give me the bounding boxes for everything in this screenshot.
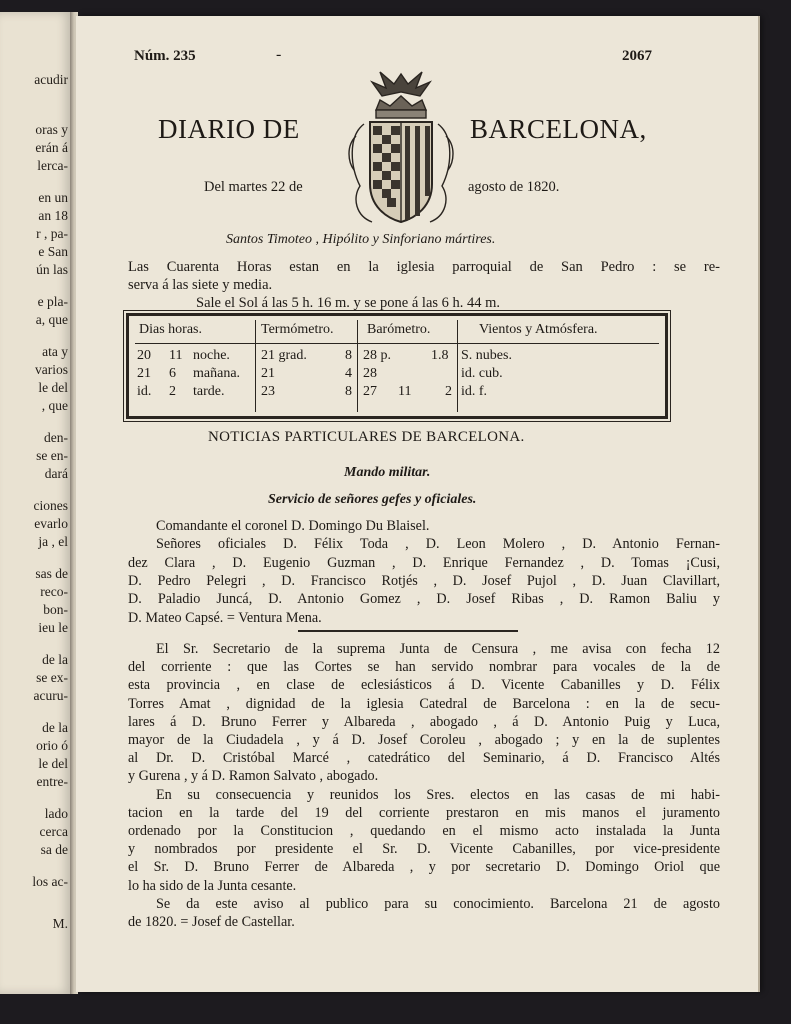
notice-line: y Gurena , y á D. Ramon Salvato , abogado. xyxy=(128,768,379,785)
date-right: agosto de 1820. xyxy=(468,179,560,195)
weather-header-winds: Vientos y Atmósfera. xyxy=(479,322,598,337)
previous-page-text-fragment: sa de xyxy=(40,842,68,857)
weather-barometer-lines: 1.8 xyxy=(431,348,449,363)
weather-barometer-lines: 2 xyxy=(445,384,452,399)
saints-of-the-day: Santos Timoteo , Hipólito y Sinforiano mártires. xyxy=(226,232,496,247)
section-subtitle: Mando militar. xyxy=(344,465,431,480)
previous-page-text-fragment: r , pa- xyxy=(36,226,68,241)
header-dash: - xyxy=(276,46,282,63)
weather-header-rule xyxy=(135,343,659,344)
previous-page-text-fragment: ciones xyxy=(33,498,68,513)
notice-line: y nombrados por presidente el Sr. D. Vicente Cabanilles, por vice-presidente xyxy=(128,841,720,858)
previous-page-text-fragment: bon- xyxy=(43,602,68,617)
notice-line: lo ha sido de la Junta cesante. xyxy=(128,877,297,894)
previous-page-text-fragment: den- xyxy=(44,430,68,445)
service-heading: Servicio de señores gefes y oficiales. xyxy=(268,492,477,507)
previous-page-text-fragment: an 18 xyxy=(38,208,68,223)
previous-page-text-fragment: lerca- xyxy=(37,158,68,173)
previous-page-text-fragment: , que xyxy=(41,398,68,413)
weather-temperature-fraction: 4 xyxy=(345,366,352,381)
weather-header-days: Dias horas. xyxy=(139,322,202,337)
previous-page-text-fragment: oras y xyxy=(35,122,68,137)
forty-hours-line-1: Las Cuarenta Horas estan en la iglesia parroquial de San Pedro : se re- xyxy=(128,259,720,275)
separator-rule xyxy=(298,630,518,632)
previous-page-text-fragment: ata y xyxy=(42,344,68,359)
weather-temperature: 23 xyxy=(261,384,275,399)
weather-temperature-fraction: 8 xyxy=(345,384,352,399)
previous-page-text-fragment: de la xyxy=(42,720,68,735)
military-list-line: D. Paladio Juncá, D. Antonio Gomez , D. Josef Ribas , D. Ramon Baliu y xyxy=(128,591,720,608)
weather-wind: id. f. xyxy=(461,384,488,399)
previous-page-text-fragment: ún las xyxy=(36,262,68,277)
weather-period: noche. xyxy=(193,348,230,363)
forty-hours-line-2: serva á las siete y media. xyxy=(128,277,273,293)
previous-page-text-fragment: e pla- xyxy=(37,294,68,309)
notice-line: el Sr. D. Bruno Ferrer de Albareda , y por secretario D. Domingo Oriol que xyxy=(128,859,720,876)
previous-page-text-fragment: los ac- xyxy=(32,874,68,889)
weather-hour: 11 xyxy=(169,348,183,363)
previous-page-text-fragment: M. xyxy=(52,916,68,931)
notice-line: Se da este aviso al publico para su conocimiento. Barcelona 21 de agosto xyxy=(156,895,720,912)
notice-line: El Sr. Secretario de la suprema Junta de Censura , me avisa con fecha 12 xyxy=(156,641,720,657)
previous-page-text-fragment: acuru- xyxy=(33,688,68,703)
newspaper-page xyxy=(76,16,758,992)
weather-hour: 6 xyxy=(169,366,176,381)
previous-page-text-fragment: evarlo xyxy=(34,516,68,531)
weather-row xyxy=(129,348,665,366)
weather-barometer: 27 11 xyxy=(363,384,412,399)
notice-line: En su consecuencia y reunidos los Sres. electos en las casas de mi habi- xyxy=(156,786,720,803)
weather-header-thermometer: Termómetro. xyxy=(261,322,334,337)
military-list-line: Comandante el coronel D. Domingo Du Blaisel. xyxy=(156,518,430,534)
military-list-line: D. Mateo Capsé. = Ventura Mena. xyxy=(128,609,322,626)
weather-row xyxy=(129,366,665,384)
weather-row xyxy=(129,384,665,402)
weather-wind: id. cub. xyxy=(461,366,503,381)
weather-barometer: 28 p. xyxy=(363,348,391,363)
notice-line: esta provincia , en clase de eclesiásticos á D. Vicente Cabanilles y D. Félix xyxy=(128,677,720,694)
previous-page-text-fragment: entre- xyxy=(36,774,68,789)
issue-number: Núm. 235 xyxy=(134,48,196,64)
previous-page-text-fragment: a, que xyxy=(35,312,68,327)
weather-header-row xyxy=(129,322,665,340)
notice-line: tacion en la tarde del 19 del corriente prestaron en mis manos el juramento xyxy=(128,804,720,821)
sun-times: Sale el Sol á las 5 h. 16 m. y se pone á las 6 h. 44 m. xyxy=(196,295,501,311)
previous-page-text-fragment: se en- xyxy=(36,448,68,463)
page-number: 2067 xyxy=(622,48,652,64)
previous-page-text-fragment: e San xyxy=(38,244,68,259)
notice-line: del corriente : que las Cortes se han servido nombrar para vocales de la de xyxy=(128,659,720,676)
weather-period: mañana. xyxy=(193,366,241,381)
weather-wind: S. nubes. xyxy=(461,348,512,363)
military-list-line: D. Pedro Pelegri , D. Francisco Rotjés , D. Josef Pujol , D. Juan Clavillart, xyxy=(128,572,720,589)
previous-page-text-fragment: de la xyxy=(42,652,68,667)
weather-barometer: 28 xyxy=(363,366,377,381)
title-right: BARCELONA, xyxy=(470,114,647,144)
section-title: NOTICIAS PARTICULARES DE BARCELONA. xyxy=(208,429,525,445)
previous-page-text-fragment: cerca xyxy=(39,824,68,839)
notice-line: lares á D. Bruno Ferrer y Albareda , abogado , á D. Antonio Puig y Luca, xyxy=(128,713,720,730)
previous-page-text-fragment: acudir xyxy=(34,72,68,87)
previous-page-text-fragment: orio ó xyxy=(36,738,68,753)
title-left: DIARIO DE xyxy=(158,114,300,144)
military-list-line: dez Clara , D. Eugenio Guzman , D. Enrique Fernandez , D. Tomas ¡Cusi, xyxy=(128,554,720,571)
previous-page-text-fragment: erán á xyxy=(35,140,68,155)
notice-line: mayor de la Ciudadela , y á D. Josef Coroleu , abogado ; y en la de suplentes xyxy=(128,732,720,748)
previous-page-text-fragment: le del xyxy=(38,756,68,771)
weather-temperature: 21 grad. xyxy=(261,348,307,363)
previous-page-text-fragment: lado xyxy=(44,806,68,821)
military-list-line: Señores oficiales D. Félix Toda , D. Leon Molero , D. Antonio Fernan- xyxy=(156,536,720,553)
previous-page-text-fragment: ja , el xyxy=(38,534,68,549)
previous-page-text-fragment: sas de xyxy=(35,566,68,581)
weather-temperature: 21 xyxy=(261,366,275,381)
notice-line: Torres Amat , dignidad de la iglesia Catedral de Barcelona : en la de secu- xyxy=(128,695,720,712)
notice-line: ordenado por la Constitucion , quedando en el mismo acto instalada la Junta xyxy=(128,823,720,839)
notice-line: de 1820. = Josef de Castellar. xyxy=(128,914,295,930)
weather-day: 21 xyxy=(137,366,151,381)
previous-page-text-fragment: se ex- xyxy=(36,670,68,685)
weather-hour: 2 xyxy=(169,384,176,399)
coat-of-arms-emblem xyxy=(342,66,460,228)
previous-page-text-fragment: ieu le xyxy=(38,620,68,635)
weather-table xyxy=(126,313,668,419)
weather-header-barometer: Barómetro. xyxy=(367,322,431,337)
previous-page-text-fragment: reco- xyxy=(40,584,68,599)
previous-page-text-fragment: le del xyxy=(38,380,68,395)
weather-temperature-fraction: 8 xyxy=(345,348,352,363)
date-left: Del martes 22 de xyxy=(204,179,303,195)
previous-page-text-fragment: en un xyxy=(38,190,68,205)
previous-page-text-fragment: varios xyxy=(35,362,68,377)
weather-day: 20 xyxy=(137,348,151,363)
weather-period: tarde. xyxy=(193,384,225,399)
previous-page-edge xyxy=(0,12,72,994)
previous-page-text-fragment: dará xyxy=(44,466,68,481)
weather-day: id. xyxy=(137,384,152,399)
notice-line: al Dr. D. Cristóbal Marcé , catedrático del Seminario, á D. Francisco Altés xyxy=(128,750,720,767)
